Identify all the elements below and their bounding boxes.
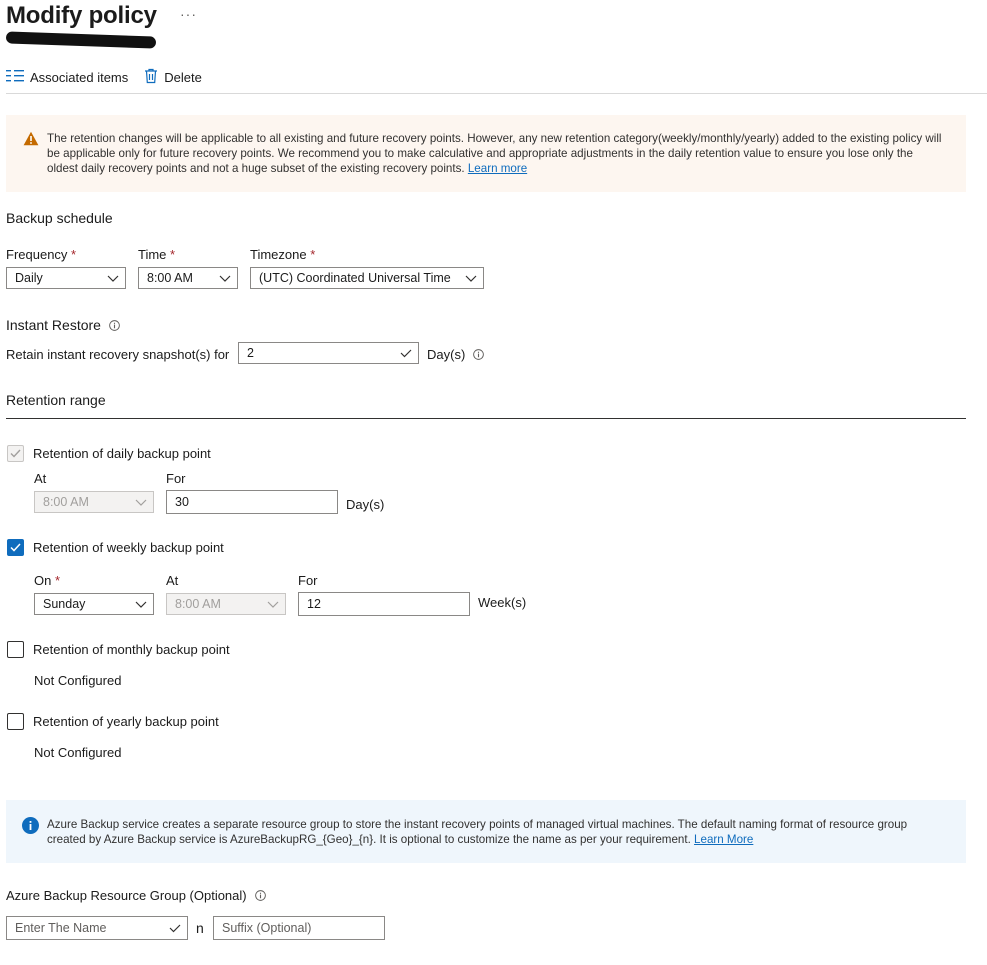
suffix-placeholder: Suffix (Optional)	[222, 921, 312, 935]
daily-retention-label: Retention of daily backup point	[33, 446, 211, 461]
time-value: 8:00 AM	[147, 271, 193, 285]
monthly-status: Not Configured	[34, 673, 122, 688]
retain-unit-text: Day(s)	[427, 347, 466, 362]
name-placeholder: Enter The Name	[15, 921, 107, 935]
weekly-retention-label: Retention of weekly backup point	[33, 540, 224, 555]
time-label: Time *	[138, 247, 176, 262]
resource-group-heading	[6, 888, 266, 903]
chevron-down-icon	[135, 598, 147, 610]
check-icon	[400, 347, 412, 359]
retain-snapshot-dropdown[interactable]	[238, 342, 419, 364]
required-mark: *	[54, 573, 61, 588]
retain-snapshot-value: 2	[247, 346, 254, 360]
weekly-on-value: Sunday	[43, 597, 86, 611]
required-mark: *	[170, 247, 176, 262]
info-text: Azure Backup service creates a separate resource group to store the instant recovery points of managed virtual machines. The default naming format of resource group created by Azure Backup service is AzureBackupRG_{Geo}_{n}. It is optional to customize the name as per your requirement.	[47, 818, 908, 846]
learn-more-link[interactable]: Learn more	[467, 162, 528, 175]
chevron-down-icon	[267, 598, 279, 610]
daily-at-value: 8:00 AM	[43, 495, 89, 509]
redacted-subtitle	[6, 31, 156, 48]
toolbar-divider	[6, 93, 987, 94]
info-filled-icon	[22, 817, 39, 839]
weekly-on-dropdown[interactable]	[34, 593, 154, 615]
associated-items-button[interactable]	[6, 70, 128, 85]
weekly-for-label: For	[298, 573, 318, 588]
frequency-label: Frequency *	[6, 247, 77, 262]
info-banner	[6, 800, 966, 863]
warning-text: The retention changes will be applicable to all existing and future recovery points. However, any new retention category(weekly/monthly/yearly) added to the existing policy will be applicable only for future recovery points. We recommend you to make calculative and appropriate adjustments in the daily retention value to ensure you lose only the oldest daily recovery points and not a huge subset of the existing recovery points.	[47, 132, 942, 175]
chevron-down-icon	[465, 272, 477, 284]
check-icon	[169, 922, 181, 934]
yearly-retention-checkbox[interactable]	[7, 713, 24, 730]
timezone-value: (UTC) Coordinated Universal Time	[259, 271, 451, 285]
warning-banner	[6, 115, 966, 192]
associated-items-label: Associated items	[30, 69, 129, 85]
suffix-input[interactable]	[213, 916, 385, 940]
trash-icon	[144, 68, 158, 87]
backup-schedule-heading: Backup schedule	[6, 210, 113, 226]
daily-for-value: 30	[175, 495, 189, 509]
info-icon[interactable]	[473, 349, 484, 360]
frequency-dropdown[interactable]	[6, 267, 126, 289]
required-mark: *	[71, 247, 77, 262]
check-icon	[9, 447, 22, 460]
command-bar	[6, 66, 218, 88]
frequency-value: Daily	[15, 271, 43, 285]
delete-button[interactable]	[144, 68, 202, 87]
list-icon	[6, 70, 24, 85]
instant-restore-heading	[6, 317, 120, 333]
chevron-down-icon	[219, 272, 231, 284]
weekly-for-input[interactable]	[298, 592, 470, 616]
info-icon[interactable]	[255, 890, 266, 901]
retention-divider	[6, 418, 966, 419]
daily-for-input[interactable]	[166, 490, 338, 514]
weekly-at-label: At	[166, 573, 179, 588]
required-mark: *	[310, 247, 316, 262]
yearly-status: Not Configured	[34, 745, 122, 760]
more-options-button[interactable]: ···	[180, 6, 197, 22]
weekly-retention-checkbox[interactable]	[7, 539, 24, 556]
retain-snapshot-label: Retain instant recovery snapshot(s) for	[6, 347, 230, 362]
info-message	[47, 817, 947, 847]
check-icon	[9, 541, 22, 554]
delete-label: Delete	[164, 69, 202, 85]
weekly-on-label: On *	[34, 573, 61, 588]
retention-range-heading: Retention range	[6, 392, 106, 408]
info-icon[interactable]	[109, 320, 120, 331]
timezone-label: Timezone *	[250, 247, 316, 262]
weekly-for-value: 12	[307, 597, 321, 611]
warning-message	[47, 131, 947, 176]
yearly-retention-label: Retention of yearly backup point	[33, 714, 219, 729]
weekly-at-value: 8:00 AM	[175, 597, 221, 611]
daily-at-label: At	[34, 471, 47, 486]
resource-group-name-input[interactable]	[6, 916, 188, 940]
resource-group-title: Azure Backup Resource Group (Optional)	[6, 888, 247, 903]
retain-unit	[427, 347, 484, 362]
chevron-down-icon	[107, 272, 119, 284]
daily-for-label: For	[166, 471, 186, 486]
weekly-at-dropdown	[166, 593, 286, 615]
page-title: Modify policy	[6, 2, 157, 29]
learn-more-link[interactable]: Learn More	[694, 833, 754, 846]
daily-retention-checkbox[interactable]	[7, 445, 24, 462]
monthly-retention-label: Retention of monthly backup point	[33, 642, 230, 657]
daily-at-dropdown	[34, 491, 154, 513]
instant-restore-title: Instant Restore	[6, 317, 101, 333]
timezone-dropdown[interactable]	[250, 267, 484, 289]
time-dropdown[interactable]	[138, 267, 238, 289]
warning-icon	[23, 131, 39, 151]
chevron-down-icon	[135, 496, 147, 508]
name-separator: n	[196, 920, 204, 936]
weekly-unit: Week(s)	[478, 595, 527, 610]
daily-unit: Day(s)	[346, 497, 385, 512]
monthly-retention-checkbox[interactable]	[7, 641, 24, 658]
